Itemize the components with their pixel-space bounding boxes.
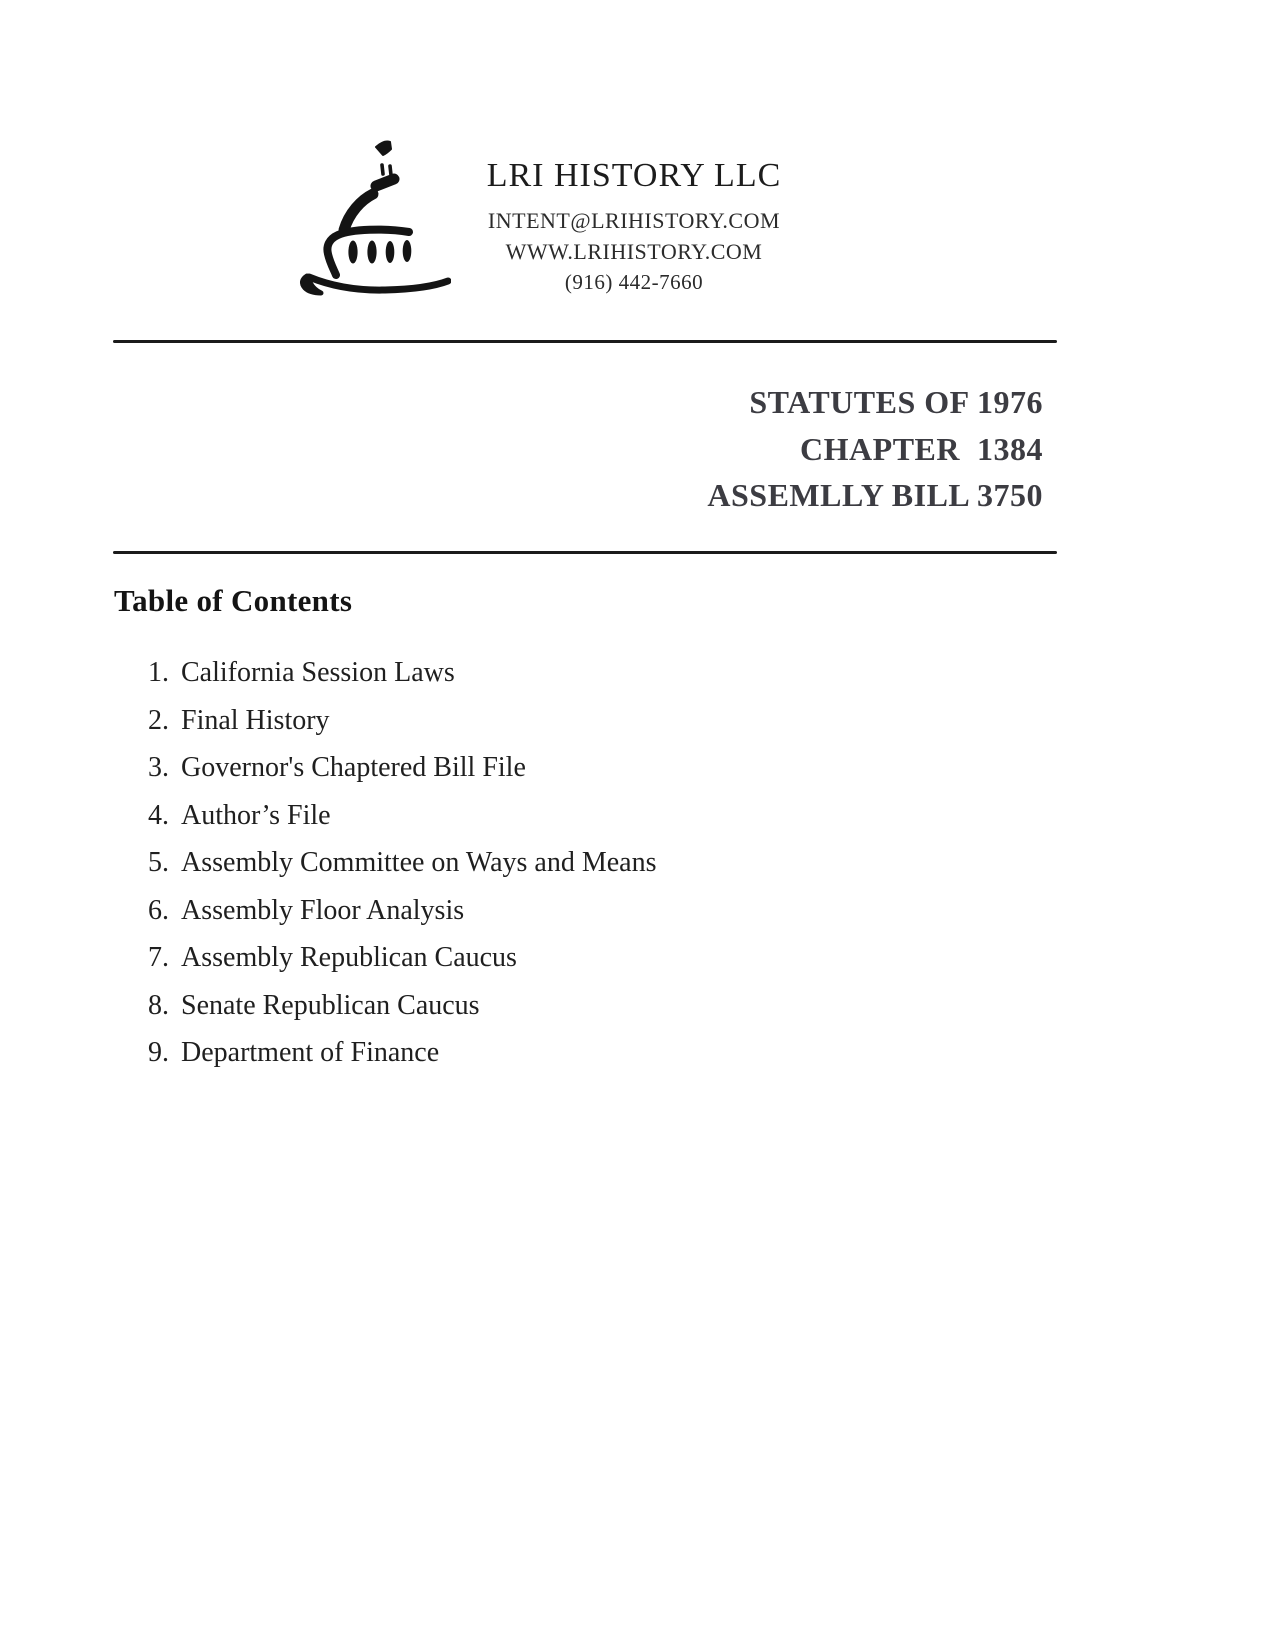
toc-item [148, 706, 1048, 754]
toc-item-label: Final History [181, 704, 330, 736]
toc-item [148, 943, 1048, 991]
title-chapter: CHAPTER 1384 [800, 430, 1043, 467]
toc-item-number: 4. [148, 799, 169, 831]
toc-item-number: 7. [148, 942, 169, 973]
toc-item-label: Assembly Committee on Ways and Means [181, 847, 657, 878]
toc-item [148, 1038, 1048, 1086]
toc-item [148, 658, 1048, 706]
toc-item-number: 9. [148, 1037, 169, 1068]
toc-item-label: Department of Finance [181, 1037, 440, 1068]
toc-item-number: 5. [148, 847, 169, 878]
toc-item [148, 896, 1048, 944]
toc-item [148, 991, 1048, 1039]
toc-item-number: 8. [148, 989, 169, 1021]
toc-item [148, 801, 1048, 849]
divider-bottom [113, 551, 1057, 554]
title-bill: ASSEMLLY BILL 3750 [707, 477, 1043, 513]
company-name: LRI HISTORY LLC [486, 157, 782, 194]
contact-email: INTENT@LRIHISTORY.COM [487, 208, 781, 233]
toc-item-number: 6. [148, 894, 169, 926]
toc-item-label: California Session Laws [181, 657, 455, 688]
toc-item-label: Assembly Floor Analysis [181, 894, 465, 926]
toc-item-number: 3. [148, 752, 169, 783]
contact-website: WWW.LRIHISTORY.COM [505, 239, 763, 264]
title-statutes: STATUTES OF 1976 [749, 384, 1043, 420]
toc-item [148, 753, 1048, 801]
contact-phone: (916) 442-7660 [564, 270, 704, 294]
contact-block [334, 205, 934, 298]
toc-item-number: 2. [148, 704, 169, 736]
toc-item-label: Governor's Chaptered Bill File [181, 752, 526, 783]
toc-item-label: Senate Republican Caucus [181, 989, 480, 1021]
toc-item-label: Assembly Republican Caucus [181, 942, 517, 973]
toc-item [148, 848, 1048, 896]
divider-top [113, 340, 1057, 343]
toc-item-label: Author’s File [181, 799, 331, 831]
toc-item-number: 1. [148, 657, 169, 688]
toc-list [148, 658, 1048, 1086]
title-block [707, 379, 1043, 519]
toc-heading: Table of Contents [114, 583, 353, 618]
